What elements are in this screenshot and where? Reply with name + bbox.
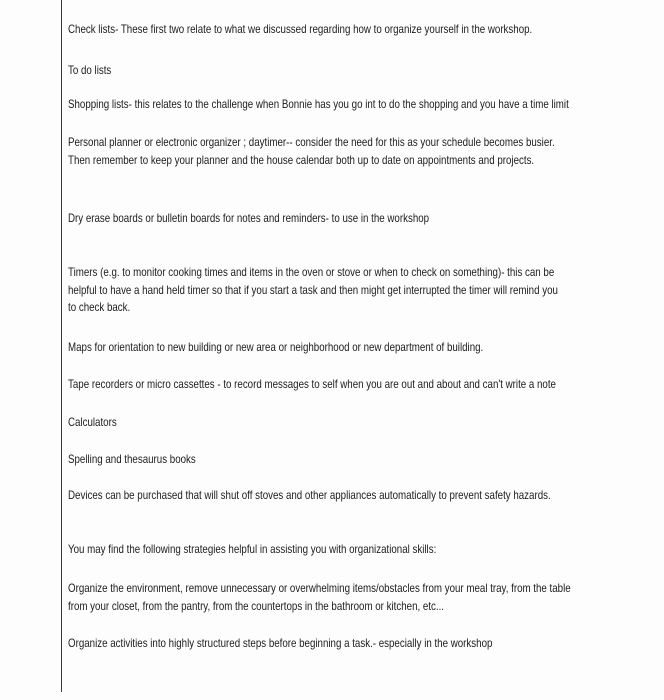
- text-line: Tape recorders or micro cassettes - to record messages to self when you are out and about and can't write a note: [68, 378, 556, 391]
- text-line: Then remember to keep your planner and the house calendar both up to date on appointments and projects.: [68, 153, 535, 167]
- text-line: Spelling and thesaurus books: [68, 453, 196, 466]
- text-line: Timers (e.g. to monitor cooking times and items in the oven or stove or when to check on something)- this can be: [68, 266, 555, 279]
- paragraph-check-lists: [68, 21, 532, 39]
- paragraph-calculators: [68, 414, 117, 432]
- text-line: Shopping lists- this relates to the challenge when Bonnie has you go int to do the shopping and you have a time limit: [68, 98, 569, 111]
- text-line: Check lists- These first two relate to what we discussed regarding how to organize yourself in the workshop.: [68, 23, 533, 36]
- paragraph-to-do-lists: [68, 62, 111, 80]
- text-line: helpful to have a hand held timer so that if you start a task and then might get interrupted the timer will remind you: [68, 283, 558, 297]
- text-line: Personal planner or electronic organizer ; daytimer-- consider the need for this as your schedule becomes busier.: [68, 136, 555, 149]
- paragraph-spelling-books: [68, 451, 196, 469]
- text-line: Dry erase boards or bulletin boards for notes and reminders- to use in the workshop: [68, 212, 430, 225]
- paragraph-organize-activities: [68, 635, 492, 653]
- text-line: Devices can be purchased that will shut off stoves and other appliances automatically to prevent safety hazards.: [68, 489, 551, 502]
- text-line: Organize the environment, remove unnecessary or overwhelming items/obstacles from your meal tray, from the table: [68, 582, 571, 595]
- text-line: to check back.: [68, 301, 131, 314]
- text-line: You may find the following strategies helpful in assisting you with organizational skills:: [68, 543, 437, 556]
- paragraph-strategies-intro: [68, 541, 436, 559]
- text-line: Calculators: [68, 416, 117, 429]
- paragraph-devices: [68, 487, 551, 505]
- text-line: To do lists: [68, 64, 112, 77]
- text-line: Maps for orientation to new building or new area or neighborhood or new department of building.: [68, 341, 484, 354]
- paragraph-dry-erase-boards: [68, 210, 429, 228]
- paragraph-shopping-lists: [68, 96, 569, 114]
- text-line: Organize activities into highly structured steps before beginning a task.- especially in the workshop: [68, 637, 493, 650]
- paragraph-organize-environment: [68, 580, 571, 615]
- text-line: from your closet, from the pantry, from the countertops in the bathroom or kitchen, etc...: [68, 599, 445, 613]
- paragraph-timers: [68, 264, 558, 317]
- margin-rule: [61, 0, 62, 692]
- paragraph-tape-recorders: [68, 376, 556, 394]
- paragraph-personal-planner: [68, 134, 555, 169]
- paragraph-maps: [68, 339, 483, 357]
